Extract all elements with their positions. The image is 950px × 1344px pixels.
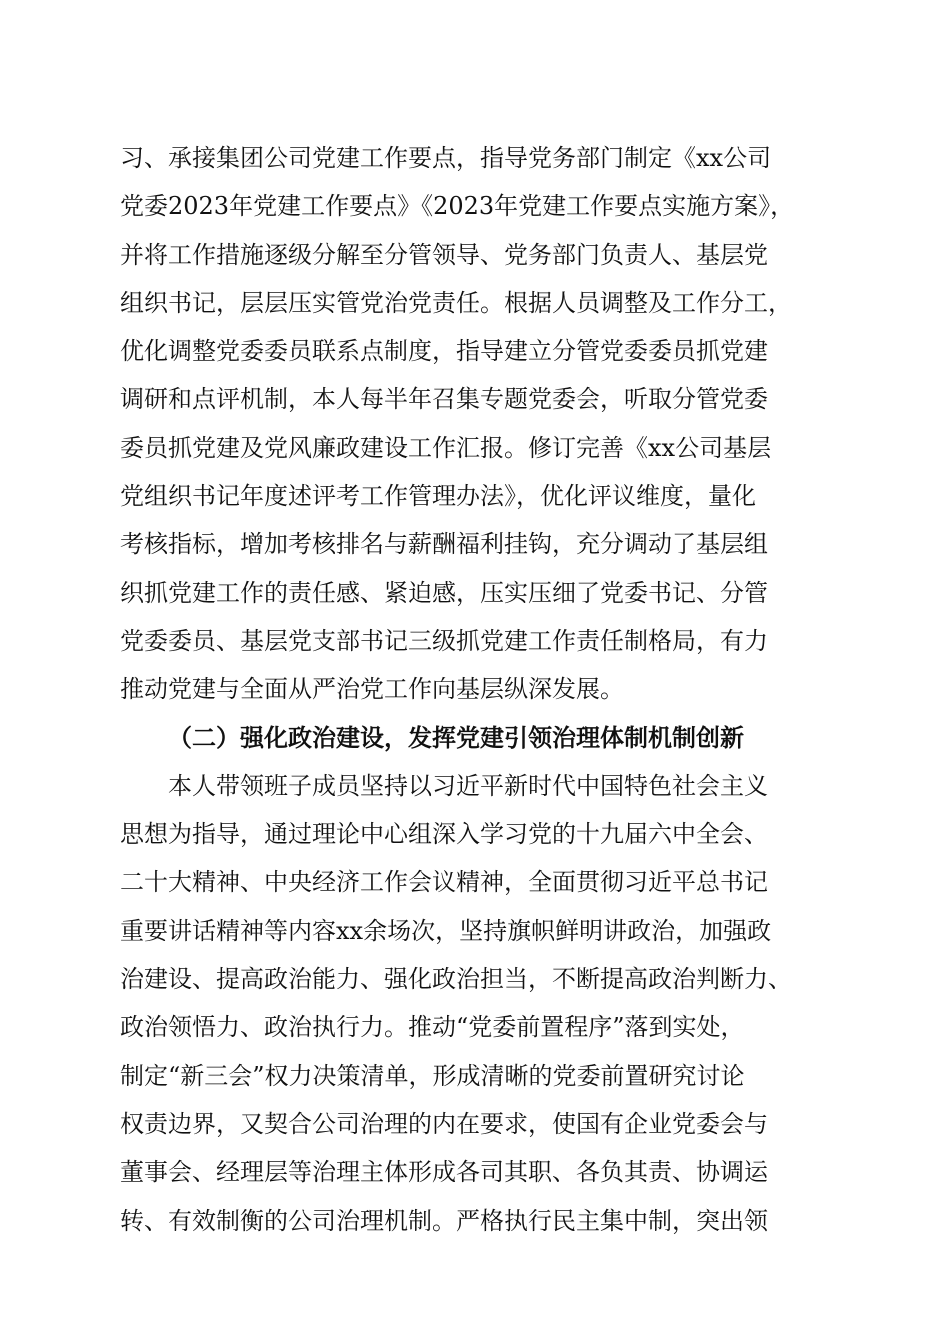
text-line: 党组织书记年度述评考工作管理办法》，优化评议维度，量化 <box>120 482 756 511</box>
text-line: 思想为指导，通过理论中心组深入学习党的十九届六中全会、 <box>120 820 768 849</box>
text-line: 推动党建与全面从严治党工作向基层纵深发展。 <box>120 675 624 704</box>
text-line: 织抓党建工作的责任感、紧迫感，压实压细了党委书记、分管 <box>120 578 768 607</box>
text-line: 习、承接集团公司党建工作要点，指导党务部门制定《xx公司 <box>120 144 772 172</box>
body-text <box>120 134 840 1245</box>
text-line: 组织书记，层层压实管党治党责任。根据人员调整及工作分工， <box>120 288 792 317</box>
text-line: 调研和点评机制，本人每半年召集专题党委会，听取分管党委 <box>120 385 768 414</box>
text-line: 转、有效制衡的公司治理机制。严格执行民主集中制，突出领 <box>120 1206 768 1235</box>
text-line: 制定“新三会”权力决策清单，形成清晰的党委前置研究讨论 <box>120 1061 745 1090</box>
text-line: 二十大精神、中央经济工作会议精神，全面贯彻习近平总书记 <box>120 868 768 897</box>
text-line: 政治领悟力、政治执行力。推动“党委前置程序”落到实处， <box>120 1013 745 1042</box>
text-line: 委员抓党建及党风廉政建设工作汇报。修订完善《xx公司基层 <box>120 433 772 462</box>
text-line: 董事会、经理层等治理主体形成各司其职、各负其责、协调运 <box>120 1158 768 1187</box>
text-line: 党委2023年党建工作要点》《2023年党建工作要点实施方案》， <box>120 192 795 221</box>
text-line: 重要讲话精神等内容xx余场次，坚持旗帜鲜明讲政治，加强政 <box>120 916 772 945</box>
paragraph-first-line: 本人带领班子成员坚持以习近平新时代中国特色社会主义 <box>168 771 768 800</box>
text-line: 治建设、提高政治能力、强化政治担当，不断提高政治判断力、 <box>120 965 792 994</box>
text-line: 考核指标，增加考核排名与薪酬福利挂钩，充分调动了基层组 <box>120 530 768 559</box>
text-line: 党委委员、基层党支部书记三级抓党建工作责任制格局，有力 <box>120 626 768 655</box>
text-line: 优化调整党委委员联系点制度，指导建立分管党委委员抓党建 <box>120 337 768 366</box>
section-heading: （二）强化政治建设，发挥党建引领治理体制机制创新 <box>168 722 744 752</box>
text-line: 权责边界，又契合公司治理的内在要求，使国有企业党委会与 <box>120 1109 768 1138</box>
text-line: 并将工作措施逐级分解至分管领导、党务部门负责人、基层党 <box>120 240 768 269</box>
